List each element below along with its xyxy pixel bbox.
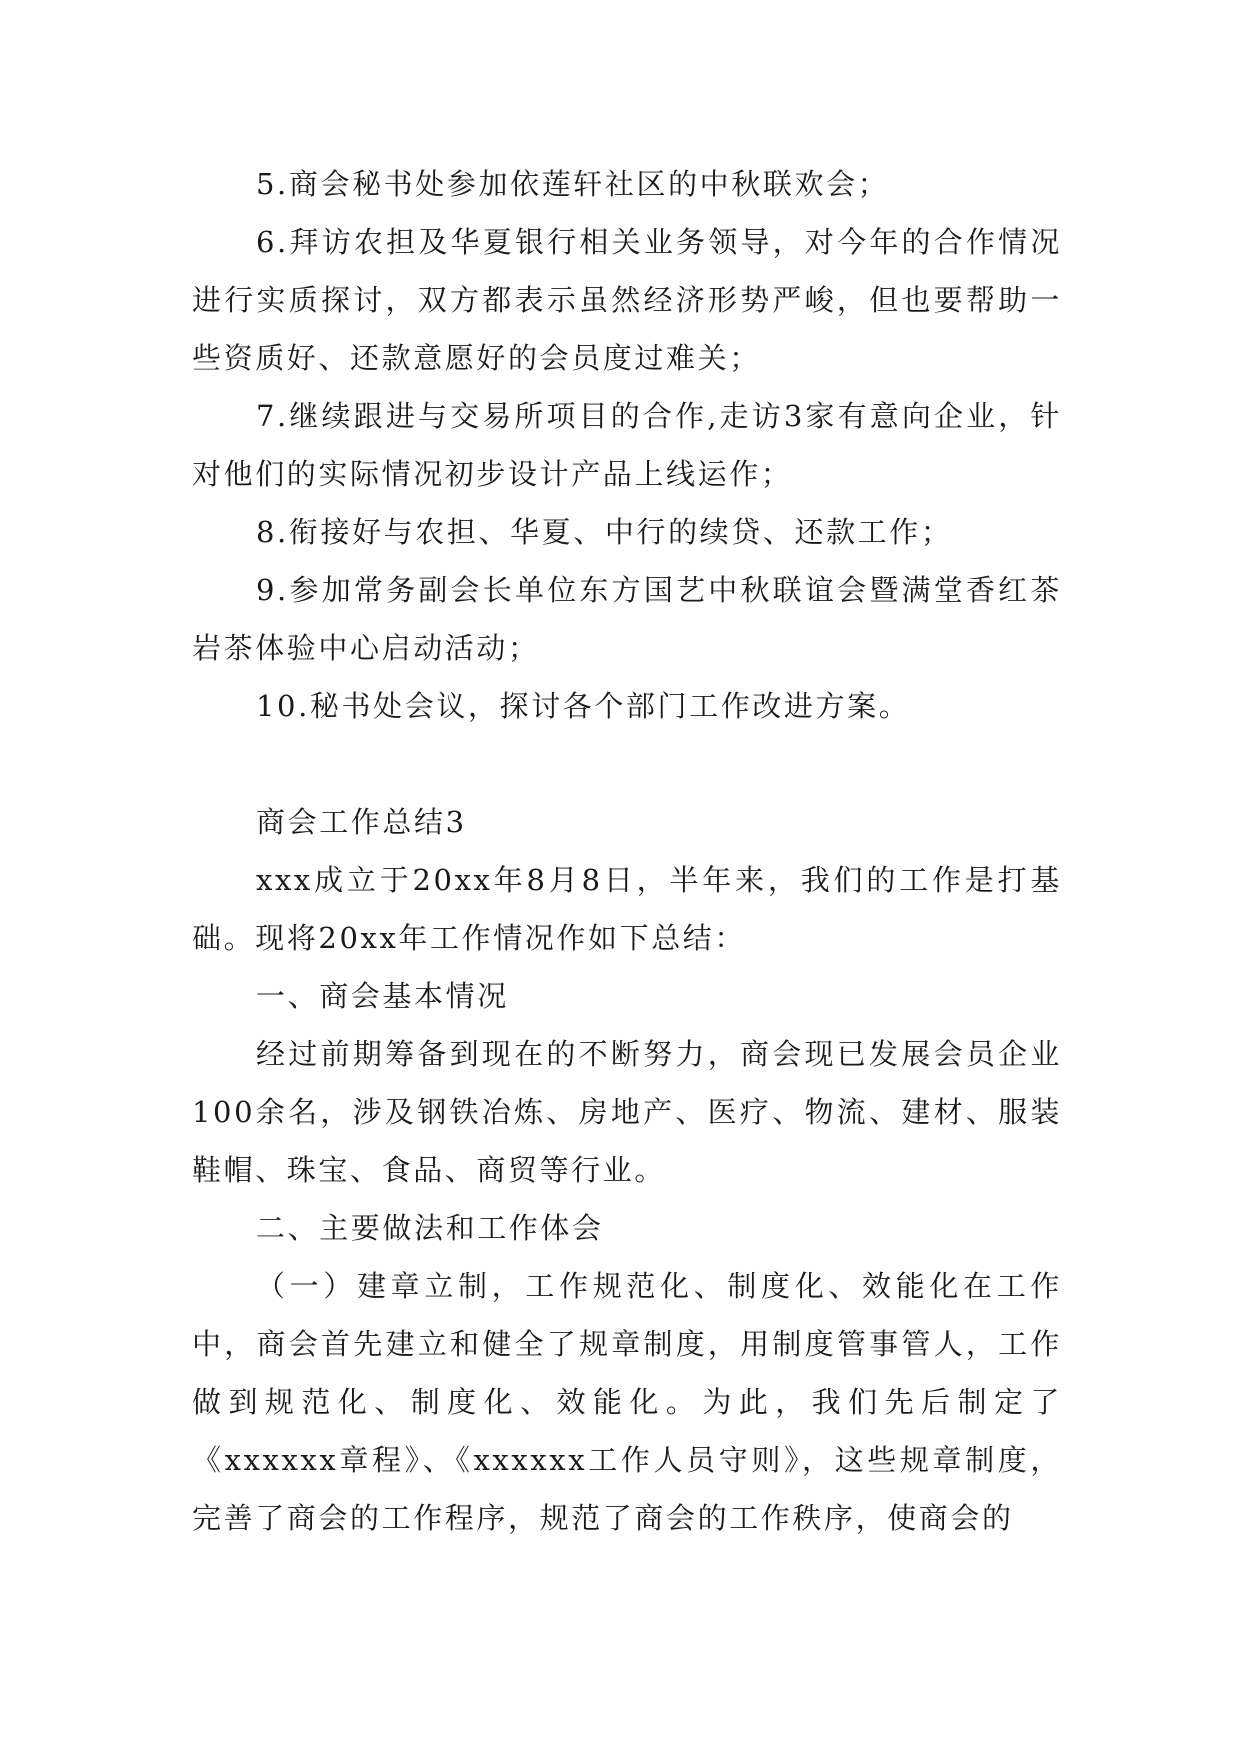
heading-main-practices: 二、主要做法和工作体会 xyxy=(256,1211,604,1245)
paragraph-item-8: 8.衔接好与农担、华夏、中行的续贷、还款工作； xyxy=(256,515,953,549)
paragraph-rules: （一）建章立制，工作规范化、制度化、效能化在工作中，商会首先建立和健全了规章制度，用制度管事管人，工作做到规范化、制度化、效能化。为此，我们先后制定了《xxxxxx章程》、《xxxxxx工作人员守则》，这些规章制度，完善了商会的工作程序，规范了商会的工作秩序，使商会的 xyxy=(192,1269,1062,1535)
document-body xyxy=(192,155,1062,1547)
paragraph-item-10: 10.秘书处会议，探讨各个部门工作改进方案。 xyxy=(256,689,911,723)
paragraph-intro: xxx成立于20xx年8月8日，半年来，我们的工作是打基础。现将20xx年工作情况作如下总结： xyxy=(192,863,1062,955)
heading-basic-situation: 一、商会基本情况 xyxy=(256,979,509,1013)
paragraph-item-7: 7.继续跟进与交易所项目的合作,走访3家有意向企业，针对他们的实际情况初步设计产品上线运作； xyxy=(192,399,1062,491)
paragraph-item-6: 6.拜访农担及华夏银行相关业务领导，对今年的合作情况进行实质探讨，双方都表示虽然经济形势严峻，但也要帮助一些资质好、还款意愿好的会员度过难关； xyxy=(192,225,1062,375)
section-title: 商会工作总结3 xyxy=(256,805,467,839)
blank-line xyxy=(192,735,1062,793)
paragraph-item-9: 9.参加常务副会长单位东方国艺中秋联谊会暨满堂香红茶岩茶体验中心启动活动； xyxy=(192,573,1062,665)
paragraph-item-5: 5.商会秘书处参加依莲轩社区的中秋联欢会； xyxy=(256,167,890,201)
paragraph-members: 经过前期筹备到现在的不断努力，商会现已发展会员企业100余名，涉及钢铁冶炼、房地产、医疗、物流、建材、服装鞋帽、珠宝、食品、商贸等行业。 xyxy=(192,1037,1062,1187)
